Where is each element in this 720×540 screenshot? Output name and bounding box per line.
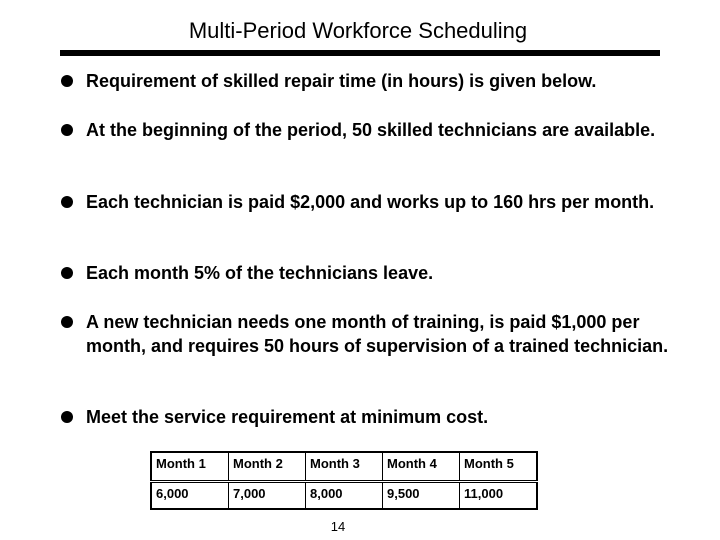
bullet-item — [60, 261, 680, 285]
bullet-item — [60, 310, 680, 358]
table-header-cell: Month 1 — [151, 452, 229, 482]
table-header-cell: Month 2 — [229, 452, 306, 482]
page-number: 14 — [330, 519, 346, 534]
bullet-dot-icon — [61, 411, 73, 423]
bullet-dot-icon — [61, 124, 73, 136]
bullet-item — [60, 118, 680, 142]
table-header-cell: Month 5 — [460, 452, 538, 482]
bullet-text: At the beginning of the period, 50 skilled technicians are available. — [86, 120, 656, 140]
table-header-cell: Month 3 — [306, 452, 383, 482]
bullet-dot-icon — [61, 75, 73, 87]
bullet-dot-icon — [61, 316, 73, 328]
title-underline — [60, 50, 660, 56]
bullet-dot-icon — [61, 196, 73, 208]
bullet-text: Requirement of skilled repair time (in hours) is given below. — [86, 71, 597, 91]
table-cell: 7,000 — [229, 482, 306, 510]
bullet-item — [60, 405, 680, 429]
table-cell: 11,000 — [460, 482, 538, 510]
table-cell: 9,500 — [383, 482, 460, 510]
bullet-text: Meet the service requirement at minimum cost. — [86, 407, 489, 427]
table-header-cell: Month 4 — [383, 452, 460, 482]
bullet-text: Each month 5% of the technicians leave. — [86, 263, 434, 283]
bullet-text: Each technician is paid $2,000 and works up to 160 hrs per month. — [86, 192, 655, 212]
bullet-item — [60, 69, 680, 93]
table-cell: 6,000 — [151, 482, 229, 510]
table-header-row — [151, 452, 537, 482]
slide-title: Multi-Period Workforce Scheduling — [188, 18, 528, 43]
bullet-item — [60, 190, 680, 214]
bullet-dot-icon — [61, 267, 73, 279]
table-row — [151, 482, 537, 510]
bullet-text: A new technician needs one month of training, is paid $1,000 per month, and requires 50 hours of supervision of a trained technician. — [86, 312, 669, 356]
requirement-table — [150, 451, 538, 510]
table-cell: 8,000 — [306, 482, 383, 510]
